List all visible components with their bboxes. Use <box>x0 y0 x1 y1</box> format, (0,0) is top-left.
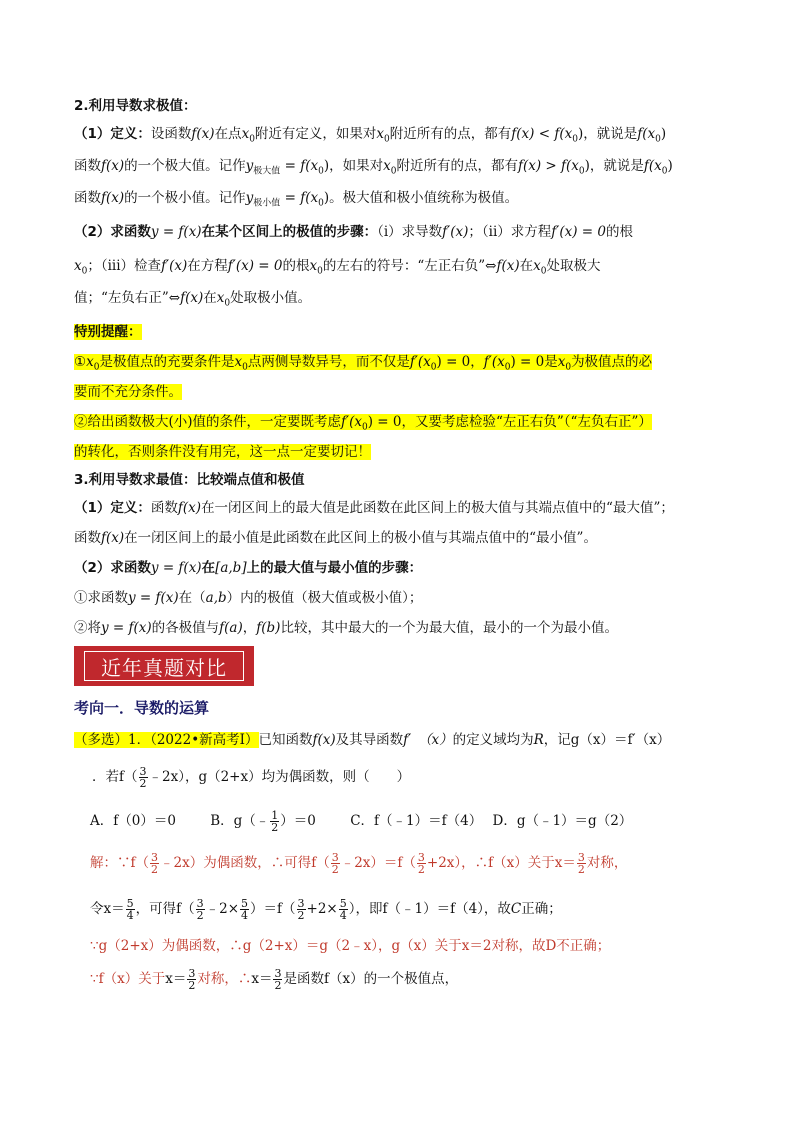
fraction: $\frac{3}{2}$ <box>274 967 282 992</box>
s2-definition-line-3: 函数f(x)的一个极小值。记作$y_{极小值} = f(x_0)$。极大值和极小值统称为极值。 <box>74 190 519 209</box>
reminder-line-4: 的转化，否则条件没有用完，这一点一定要切记！ <box>74 444 371 460</box>
banner-title: 近年真题对比 <box>101 655 227 680</box>
fraction: $\frac{5}{4}$ <box>339 897 347 922</box>
fraction: $\frac{3}{2}$ <box>331 851 339 876</box>
s3-steps-title: （2）求函数y = f(x)在[a,b]上的最大值与最小值的步骤： <box>74 560 423 576</box>
fraction: $\frac{3}{2}$ <box>297 897 305 922</box>
solution-line-3: ∵g（2+x）为偶函数，∴g（2+x）＝g（2﹣x），g（x）关于x＝2对称，故D不正确； <box>90 938 611 954</box>
fraction: $\frac{3}{2}$ <box>151 851 158 876</box>
s3-step-2: ②将y = f(x)的各极值与f(a)，f(b)比较，其中最大的一个为最大值，最小的一个为最小值。 <box>74 620 618 636</box>
s2-steps-line-2: $x_0$；（iii）检查f′(x)在方程f′(x) = 0的根$x_0$的左右的符号：“左正右负”⇔f(x)在$x_0$处取极大 <box>74 258 601 277</box>
choice-b[interactable]: B．g（﹣ $\frac{1}{2}$ ）＝0 <box>210 809 316 834</box>
s2-definition-line-2: 函数f(x)的一个极大值。记作$y_{极大值} = f(x_0)$，如果对$x_0$附近所有的点，都有$f(x) > f(x_0)$，就说是$f(x_0)$ <box>74 158 673 177</box>
solution-line-2: 令x＝ $\frac{5}{4}$ ，可得f（ $\frac{3}{2}$ ﹣2× $\frac{5}{4}$ ）＝f（ $\frac{3}{2}$ +2× $\frac{5}{4}$ ），即f（﹣1）＝f（4），故C正确； <box>90 897 562 922</box>
reminder-line-3: ②给出函数极大(小)值的条件，一定要既考虑$f'(x_0) = 0$，又要考虑检验“左正右负”（“左负右正”） <box>74 414 652 433</box>
s3-definition-line-1: （1）定义：函数f(x)在一闭区间上的最大值是此函数在此区间上的极大值与其端点值中的“最大值”； <box>74 500 674 516</box>
choice-d[interactable]: D．g（﹣1）＝g（2） <box>492 813 633 829</box>
problem-line-2: ．若f（ $\frac{3}{2}$ ﹣2x），g（2+x）均为偶函数，则（ ） <box>92 765 411 790</box>
fraction: $\frac{3}{2}$ <box>188 967 196 992</box>
s2-definition-line-1: （1）定义：设函数f(x)在点$x_0$附近有定义，如果对$x_0$附近所有的点，都有$f(x) < f(x_0)$，就说是$f(x_0)$ <box>74 126 667 145</box>
s2-steps-line-1: （2）求函数y = f(x)在某个区间上的极值的步骤：（i）求导数f′(x)；（ii）求方程f′(x) = 0的根 <box>74 224 633 240</box>
s3-definition-line-2: 函数f(x)在一闭区间上的最小值是此函数在此区间上的极小值与其端点值中的“最小值”。 <box>74 530 597 546</box>
fraction: $\frac{3}{2}$ <box>196 897 204 922</box>
banner-frame <box>84 651 244 681</box>
s2-steps-line-3: 值；“左负右正”⇔f(x)在$x_0$处取极小值。 <box>74 290 312 309</box>
choice-a[interactable]: A．f（0）＝0 <box>90 813 176 829</box>
fraction: $\frac{3}{2}$ <box>417 851 425 876</box>
fraction: $\frac{5}{4}$ <box>126 897 134 922</box>
section-2-title: 2.利用导数求极值： <box>74 98 197 114</box>
choice-c[interactable]: C．f（﹣1）＝f（4） <box>350 813 483 829</box>
reminder-line-1: $①x_0$是极值点的充要条件是$x_0$点两侧导数异号，而不仅是$f'(x_0) = 0$，$f'(x_0) = 0$是$x_0$为极值点的必 <box>74 354 653 373</box>
solution-line-4: ∵f（x）关于x＝ $\frac{3}{2}$ 对称，∴x＝ $\frac{3}{2}$ 是函数f（x）的一个极值点， <box>90 967 459 992</box>
fraction: $\frac{1}{2}$ <box>271 809 279 834</box>
fraction: $\frac{5}{4}$ <box>241 897 249 922</box>
section-3-title: 3.利用导数求最值：比较端点值和极值 <box>74 472 305 488</box>
problem-line-1: （多选）1．（2022•新高考Ⅰ）已知函数f(x)及其导函数f′ （x）的定义域均为R，记g（x）＝f′（x） <box>74 732 671 748</box>
fraction: $\frac{3}{2}$ <box>139 765 147 790</box>
section-banner <box>74 646 254 686</box>
s3-step-1: ①求函数y = f(x)在（a,b）内的极值（极大值或极小值）； <box>74 590 423 606</box>
problem-choices <box>90 810 662 833</box>
reminder-line-2: 要而不充分条件。 <box>74 384 182 400</box>
fraction: $\frac{3}{2}$ <box>577 851 585 876</box>
section-heading: 考向一．导数的运算 <box>74 699 210 717</box>
solution-line-1: 解：∵f（ $\frac{3}{2}$ ﹣2x）为偶函数，∴可得f（ $\frac{3}{2}$ ﹣2x）＝f（ $\frac{3}{2}$ +2x），∴f（x）关于x＝ $\frac{3}{2}$ 对称， <box>90 851 628 876</box>
reminder-title: 特别提醒： <box>74 324 142 340</box>
